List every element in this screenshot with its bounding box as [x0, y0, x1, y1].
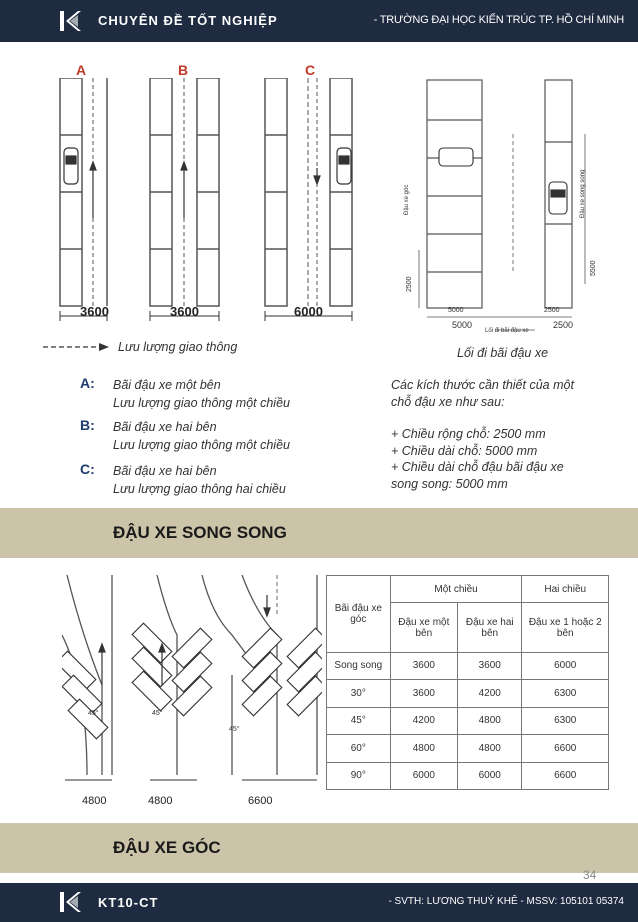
parallel-roads-diagram: [55, 78, 355, 323]
table-row: [327, 735, 609, 762]
table-col3: Đậu xe 1 hoặc 2 bên: [522, 603, 609, 652]
angle-3: 45°: [229, 726, 240, 733]
aisle-caption: Lối đi bãi đậu xe: [457, 346, 549, 360]
table-row: [327, 652, 609, 679]
req-intro2: chỗ đậu xe như sau:: [391, 394, 505, 409]
item-a-key: A:: [80, 375, 95, 391]
footer-student: - SVTH: LƯƠNG THUÝ KHÊ - MSSV: 105101 05374: [388, 896, 624, 907]
aisle-dim-5500-side: 5500: [590, 260, 597, 276]
table-row: [327, 680, 609, 707]
table-cell: 6000: [458, 762, 522, 790]
legend-traffic: Lưu lượng giao thông: [118, 340, 238, 354]
angle-width-1: 4800: [82, 795, 107, 807]
width-a: 3600: [80, 304, 109, 319]
table-row: [327, 762, 609, 790]
table-cell: 3600: [458, 652, 522, 679]
requirements-block: [391, 377, 611, 492]
logo-icon: [58, 9, 82, 33]
table-cell: Song song: [327, 652, 391, 679]
item-c-line1: Bãi đậu xe hai bên: [113, 464, 217, 478]
table-cell: 4200: [390, 707, 457, 734]
item-a-line1: Bãi đậu xe một bên: [113, 378, 221, 392]
angle-width-2: 4800: [148, 795, 173, 807]
item-b-key: B:: [80, 417, 95, 433]
width-b: 3600: [170, 304, 199, 319]
logo-icon: [58, 890, 82, 914]
table-cell: 4800: [390, 735, 457, 762]
table-header-row: [327, 576, 609, 603]
aisle-dim-5000-top: 5000: [448, 307, 464, 314]
table-row: [327, 707, 609, 734]
table-cell: 30°: [327, 680, 391, 707]
label-a: A: [76, 62, 87, 78]
aisle-left-vertical: Đậu xe góc: [404, 184, 410, 215]
table-cell: 6300: [522, 707, 609, 734]
table-corner: Bãi đậu xe góc: [327, 576, 391, 653]
aisle-dim-2500: 2500: [553, 320, 574, 330]
section-title-angle: ĐẬU XE GÓC: [113, 838, 221, 857]
table-cell: 45°: [327, 707, 391, 734]
req-intro1: Các kích thước cần thiết của một: [391, 378, 574, 392]
table-cell: 6600: [522, 735, 609, 762]
angle-width-3: 6600: [248, 795, 273, 807]
table-cell: 4800: [458, 735, 522, 762]
table-cell: 90°: [327, 762, 391, 790]
table-cell: 60°: [327, 735, 391, 762]
width-c: 6000: [294, 304, 323, 319]
aisle-dim-5000: 5000: [452, 320, 473, 330]
footer-code: KT10-CT: [98, 895, 159, 910]
item-c-key: C:: [80, 461, 95, 477]
section-band-angle: [0, 823, 638, 873]
header-school: - TRƯỜNG ĐẠI HỌC KIẾN TRÚC TP. HỒ CHÍ MINH: [373, 14, 624, 26]
item-c-line2: Lưu lượng giao thông hai chiều: [113, 482, 286, 496]
angle-2: 45°: [152, 710, 163, 717]
angle-1: 45°: [88, 710, 99, 717]
aisle-dim-2500-top: 2500: [544, 307, 560, 314]
table-group-oneway: Một chiều: [390, 576, 522, 603]
table-col1: Đậu xe một bên: [390, 603, 457, 652]
section-title-parallel: ĐẬU XE SONG SONG: [113, 523, 287, 542]
label-c: C: [305, 62, 316, 78]
table-cell: 6300: [522, 680, 609, 707]
angle-roads-diagram: [62, 575, 322, 785]
table-cell: 4200: [458, 680, 522, 707]
aisle-right-vertical: Đậu xe song song: [580, 169, 586, 218]
page-number: 34: [583, 868, 597, 882]
traffic-arrow-icon: [43, 342, 109, 352]
req-l2: + Chiều dài chỗ: 5000 mm: [391, 443, 538, 458]
table-group-twoway: Hai chiều: [522, 576, 609, 603]
item-b-line2: Lưu lượng giao thông một chiều: [113, 438, 290, 452]
table-cell: 6600: [522, 762, 609, 790]
table-cell: 6000: [390, 762, 457, 790]
item-b-line1: Bãi đậu xe hai bên: [113, 420, 217, 434]
item-a-line2: Lưu lượng giao thông một chiều: [113, 396, 290, 410]
req-l3: + Chiều dài chỗ đậu bãi đậu xe: [391, 460, 564, 474]
req-l4: song song: 5000 mm: [391, 476, 508, 491]
table-cell: 6000: [522, 652, 609, 679]
footer-bar: [0, 883, 638, 922]
aisle-diagram: [405, 74, 605, 336]
aisle-label-small: Lối đi bãi đậu xe: [485, 328, 529, 334]
table-cell: 4800: [458, 707, 522, 734]
label-b: B: [178, 62, 189, 78]
table-col2: Đậu xe hai bên: [458, 603, 522, 652]
table-cell: 3600: [390, 680, 457, 707]
parking-width-table: [326, 575, 609, 790]
aisle-dim-2500-side: 2500: [406, 276, 413, 292]
table-cell: 3600: [390, 652, 457, 679]
req-l1: + Chiều rộng chỗ: 2500 mm: [391, 427, 546, 441]
header-title: CHUYÊN ĐỀ TỐT NGHIỆP: [98, 13, 278, 28]
header-bar: [0, 0, 638, 42]
section-band-parallel: [0, 508, 638, 558]
